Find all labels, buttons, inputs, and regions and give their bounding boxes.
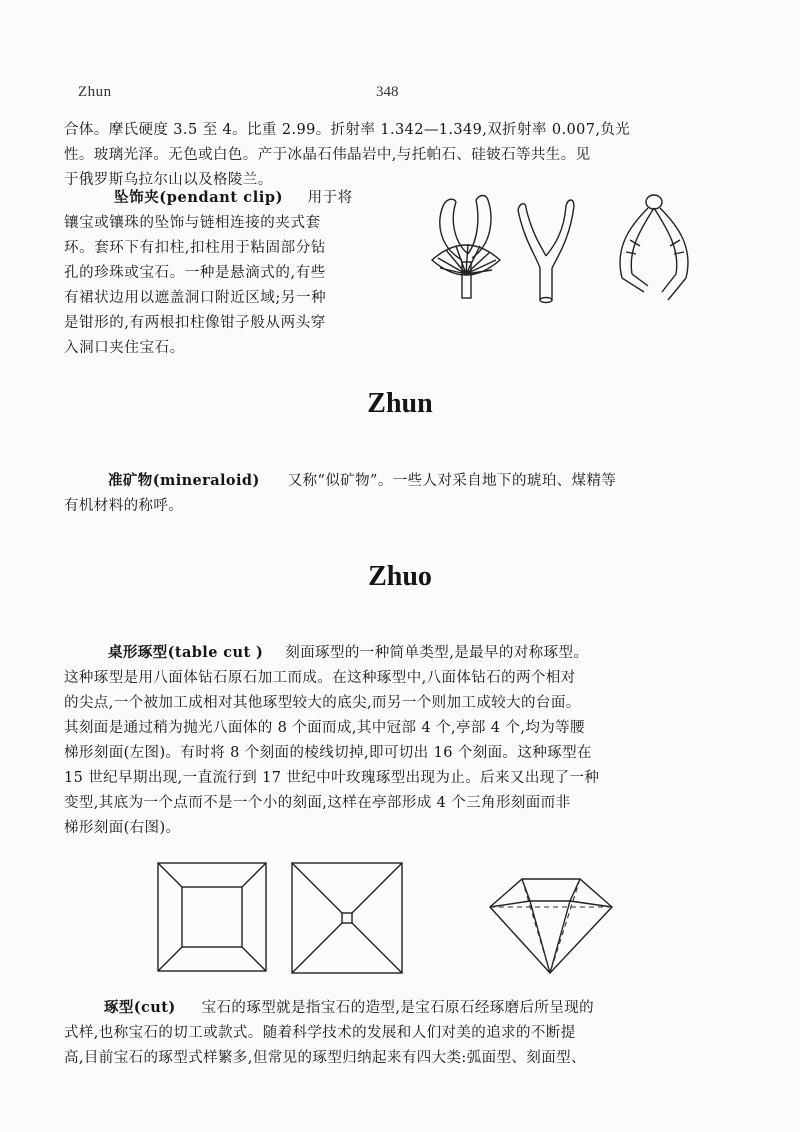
pendant-clip-entry	[64, 185, 409, 361]
table-cut-top-view-left	[158, 863, 266, 971]
entry-term: 准矿物(mineraloid)	[108, 472, 260, 489]
text-line: 这种琢型是用八面体钻石原石加工而成。在这种琢型中,八面体钻石的两个相对	[64, 670, 576, 686]
text-line: 镶宝或镶珠的坠饰与链相连接的夹式套	[64, 215, 321, 231]
entry-first-line	[64, 995, 734, 1021]
text-line: 环。套环下有扣柱,扣柱用于粘固部分钻	[64, 240, 326, 256]
drop-clip-figure	[432, 196, 500, 299]
text-line: 性。玻璃光泽。无色或白色。产于冰晶石伟晶岩中,与托帕石、硅铍石等共生。见	[64, 147, 591, 163]
entry-term: 桌形琢型(table cut )	[108, 644, 264, 661]
text-line: 于俄罗斯乌拉尔山以及格陵兰。	[64, 172, 273, 188]
entry-text: 又称“似矿物”。一些人对采自地下的琥珀、煤精等	[287, 473, 617, 489]
table-cut-top-view-right	[292, 863, 402, 973]
entry-text: 用于将	[307, 190, 353, 206]
entry-first-line	[64, 640, 734, 666]
entry-first-line	[64, 185, 409, 211]
pincer-clip-figure	[620, 195, 688, 300]
text-line: 是钳形的,有两根扣柱像钳子般从两头穿	[64, 315, 326, 331]
section-heading-zhun: Zhun	[367, 388, 433, 419]
entry-first-line	[64, 468, 734, 494]
text-line: 梯形刻面(左图)。有时将 8 个刻面的棱线切掉,即可切出 16 个刻面。这种琢型在	[64, 745, 592, 761]
text-line: 合体。摩氏硬度 3.5 至 4。比重 2.99。折射率 1.342—1.349,双折射率 0.007,负光	[64, 122, 631, 138]
table-cut-side-view	[490, 879, 612, 973]
section-heading-zhuo: Zhuo	[368, 561, 432, 592]
text-line: 入洞口夹住宝石。	[64, 340, 185, 356]
text-line: 的尖点,一个被加工成相对其他琢型较大的底尖,而另一个则加工成较大的台面。	[64, 695, 581, 711]
text-line: 有裙状边用以遮盖洞口附近区域;另一种	[64, 290, 327, 306]
running-head: Zhun	[78, 84, 112, 100]
pendant-clip-illustration	[418, 190, 718, 315]
text-line: 梯形刻面(右图)。	[64, 820, 181, 836]
entry-term: 坠饰夹(pendant clip)	[114, 189, 284, 206]
table-cut-diagrams	[150, 855, 630, 980]
fork-clip-figure	[518, 200, 574, 303]
text-line: 有机材料的称呼。	[64, 498, 184, 514]
table-cut-entry	[64, 640, 734, 841]
intro-paragraph	[64, 118, 734, 193]
text-line: 变型,其底为一个点而不是一个小的刻面,这样在亭部形成 4 个三角形刻面而非	[64, 795, 571, 811]
text-line: 15 世纪早期出现,一直流行到 17 世纪中叶玫瑰琢型出现为止。后来又出现了一种	[64, 770, 600, 786]
cut-entry	[64, 995, 734, 1071]
page-number: 348	[376, 84, 399, 100]
entry-term: 琢型(cut)	[104, 999, 176, 1016]
text-line: 高,目前宝石的琢型式样繁多,但常见的琢型归纳起来有四大类:弧面型、刻面型、	[64, 1050, 586, 1066]
text-line: 其刻面是通过稍为抛光八面体的 8 个面而成,其中冠部 4 个,亭部 4 个,均为等腰	[64, 720, 585, 736]
text-line: 式样,也称宝石的切工或款式。随着科学技术的发展和人们对美的追求的不断提	[64, 1025, 576, 1041]
entry-text: 宝石的琢型就是指宝石的造型,是宝石原石经琢磨后所呈现的	[201, 1000, 595, 1016]
entry-text: 刻面琢型的一种简单类型,是最早的对称琢型。	[285, 645, 589, 661]
mineraloid-entry	[64, 468, 734, 519]
text-line: 孔的珍珠或宝石。一种是悬滴式的,有些	[64, 265, 326, 281]
